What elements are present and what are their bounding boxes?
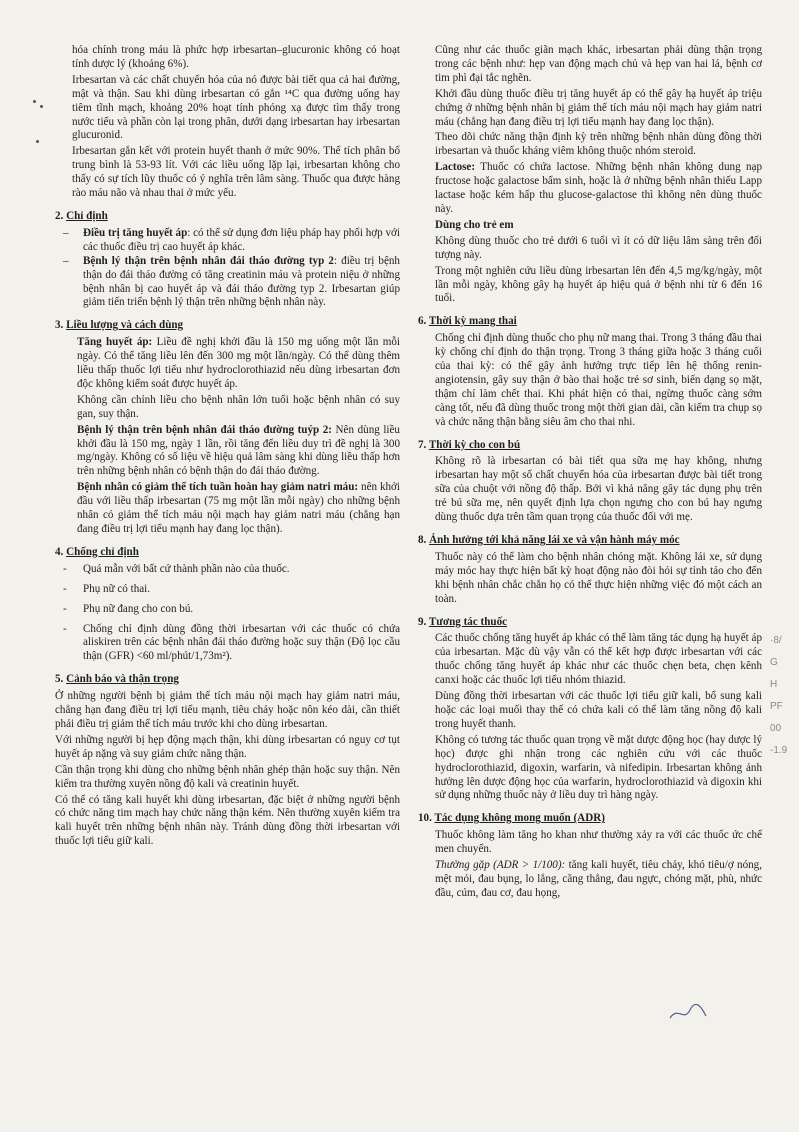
section-heading: 2. Chỉ định [55, 209, 108, 222]
handwritten-mark [668, 1004, 708, 1024]
scan-speck [36, 140, 39, 143]
adjacent-page-edge: ·8/ G H PF 00 -1.9 [770, 635, 788, 756]
paragraph: Không dùng thuốc cho trẻ dưới 6 tuổi vì ít có dữ liệu lâm sàng trên đối tượng này. [435, 234, 762, 261]
paragraph: Thường gặp (ADR > 1/100): tăng kali huyết, tiêu chảy, khó tiêu/ợ nóng, mệt mỏi, đau bụng, lo lắng, căng thẳng, đau ngực, chóng mặt, phù, nhức đầu, cúm, đau cơ, đau họng, [435, 859, 762, 899]
paragraph: Với những người bị hẹp động mạch thận, khi dùng irbesartan có nguy cơ tụt huyết áp nặng và suy giảm chức năng thận. [55, 733, 400, 760]
section-heading: 4. Chống chỉ định [55, 545, 139, 558]
paragraph: Thuốc này có thể làm cho bệnh nhân chóng mặt. Không lái xe, sử dụng máy móc hay thực hiện bất kỳ hoạt động nào đòi hỏi sự tỉnh táo cho đến khi bệnh nhân chắc chắn họ có thể thực hiện những việc đó một cách an toàn. [435, 550, 762, 605]
scan-speck [33, 100, 36, 103]
paragraph: Bệnh lý thận trên bệnh nhân đái tháo đường tuýp 2: Nên dùng liều khởi đầu là 150 mg, ngày 1 lần, rồi tăng đến liều duy trì đề nghị là 300 mg/ngày. Không có số liệu về hiệu quả lâm sàng khi dùng liều thấp hơn trên những bệnh nhân có bệnh thận do đái tháo đường. [77, 423, 400, 478]
paragraph: Theo dõi chức năng thận định kỳ trên những bệnh nhân dùng đồng thời irbesartan và thuốc kháng viêm không thuộc nhóm steroid. [435, 131, 762, 158]
section-heading: 6. Thời kỳ mang thai [418, 315, 517, 328]
section-heading: 8. Ảnh hưởng tới khả năng lái xe và vận hành máy móc [418, 534, 680, 546]
scan-speck [40, 105, 43, 108]
paragraph: Các thuốc chống tăng huyết áp khác có thể làm tăng tác dụng hạ huyết áp của irbesartan. Mặc dù vậy vẫn có thể kết hợp được irbesartan với các thuốc chống tăng huyết áp khác như các thuốc chẹn beta, chẹn kênh canxi hoặc các thuốc lợi tiểu nhóm thiazid. [435, 632, 762, 687]
right-column [418, 44, 762, 903]
paragraph: Không cần chỉnh liều cho bệnh nhân lớn tuổi hoặc bệnh nhân có suy gan, suy thận. [77, 393, 400, 420]
section-heading: 5. Cảnh báo và thận trọng [55, 673, 179, 686]
paragraph: Thuốc không làm tăng ho khan như thường xảy ra với các thuốc ức chế men chuyển. [435, 829, 762, 856]
paragraph: Tăng huyết áp: Liều đề nghị khởi đầu là 150 mg uống một lần mỗi ngày. Có thể tăng liều lên đến 300 mg một lần/ngày. Có thể dùng thêm liều thấp thuốc lợi tiểu như hydroclorothiazid nếu dùng irbesartan đơn độc không kiểm soát được huyết áp. [77, 336, 400, 390]
paragraph: Bệnh nhân có giảm thể tích tuần hoàn hay giảm natri máu: nên khởi đầu với liều thấp irbesartan (75 mg một lần mỗi ngày) cho những bệnh nhân có giảm thể tích máu nội mạch hay giảm natri máu (chẳng hạn đang điều trị lợi tiểu mạnh hay đang lọc thận). [77, 481, 401, 535]
left-column [55, 44, 400, 851]
paragraph: Trong một nghiên cứu liều dùng irbesartan lên đến 4,5 mg/kg/ngày, một lần mỗi ngày, không gây hạ huyết áp hiệu quả ở bệnh nhi từ 6 đến 16 tuổi. [435, 264, 762, 305]
section-heading: 10. Tác dụng không mong muốn (ADR) [418, 812, 605, 825]
list-item: - Quá mẫn với bất cứ thành phần nào của thuốc. [63, 562, 290, 575]
paragraph: Ở những người bệnh bị giảm thể tích máu nội mạch hay giảm natri máu, chẳng hạn đang điều trị lợi tiểu mạnh, tiêu chảy hoặc nôn kéo dài, cần thiết phải điều trị giảm thể tích máu trước khi cho dùng irbesartan. [55, 690, 400, 730]
paragraph: Irbesartan gắn kết với protein huyết thanh ở mức 90%. Thể tích phân bố trung bình là 53-93 lít. Với các liều uống lặp lại, irbesartan không cho thấy có sự tích lũy thuốc có ý nghĩa trên lâm sàng. Thuốc qua được hàng rào máu não và nhau thai ở mức yếu. [72, 145, 400, 200]
paragraph: Chống chỉ định dùng thuốc cho phụ nữ mang thai. Trong 3 tháng đầu thai kỳ chống chỉ định do thận trọng. Trong 3 tháng giữa hoặc 3 tháng cuối của thai kỳ: có thể gây ảnh hưởng trực tiếp lên hệ thống renin-angiotensin, gây suy thận ở bào thai hoặc trẻ sơ sinh, biến dạng sọ mặt, thậm chí làm chết thai. Khi phát hiện có thai, ngừng thuốc càng sớm càng tốt, nếu đã dùng thuốc trong một thời gian dài, cần kiểm tra chụp sọ và chức năng thận bằng siêu âm cho thai nhi. [435, 332, 762, 428]
list-item: - Phụ nữ có thai. [63, 582, 151, 595]
paragraph: Không rõ là irbesartan có bài tiết qua sữa mẹ hay không, nhưng irbesartan hay một số chất chuyển hóa của irbesartan được bài tiết trong sữa của chuột với nồng độ thấp. Bởi vì khả năng gây tác dụng phụ trên trẻ bú sữa mẹ, nên quyết định lựa chọn ngưng cho con bú hay ngưng dùng thuốc dựa trên tầm quan trọng của thuốc đối với mẹ. [435, 455, 762, 524]
list-item: – Bệnh lý thận trên bệnh nhân đái tháo đường typ 2: điều trị bệnh thận do đái tháo đường có tăng creatinin máu và protein niệu ở những bệnh nhân bị cao huyết áp và đái tháo đường typ 2. Irbesartan giúp giảm tiến triển bệnh lý thận trên những bệnh nhân này. [63, 254, 400, 309]
paragraph: Irbesartan và các chất chuyển hóa của nó được bài tiết qua cả hai đường, mật và thận. Sau khi dùng irbesartan có gắn ¹⁴C qua đường uống hay tiêm tĩnh mạch, khoảng 20% hoạt tính phóng xạ được tìm thấy trong nước tiểu và phần còn lại trong phân, dưới dạng irbesartan hay irbesartan glucuronid. [72, 73, 400, 142]
paragraph: Lactose: Thuốc có chứa lactose. Những bệnh nhân không dung nạp fructose hoặc galactose bẩm sinh, hoặc là ở những bệnh nhân thiếu Lapp lactase hoặc kém hấp thu glucose-galactose thì không nên dùng thuốc này. [435, 161, 762, 215]
section-heading: 7. Thời kỳ cho con bú [418, 438, 521, 451]
section-heading: 9. Tương tác thuốc [418, 615, 508, 628]
paragraph: Có thể có tăng kali huyết khi dùng irbesartan, đặc biệt ở những người bệnh có chức năng tim mạch hay chức năng thận kém. Nên thường xuyên kiểm tra kali huyết trên những bệnh nhân này. Tránh dùng đồng thời irbesartan với thuốc lợi tiểu giữ kali. [55, 793, 400, 848]
subheading: Dùng cho trẻ em [435, 218, 514, 231]
paragraph: Dùng đồng thời irbesartan với các thuốc lợi tiểu giữ kali, bổ sung kali hoặc các loại muối thay thế có chứa kali có thể làm tăng nồng độ kali trong huyết thanh. [435, 690, 762, 730]
paragraph: Cần thận trọng khi dùng cho những bệnh nhân ghép thận hoặc suy thận. Nên kiểm tra thường xuyên nồng độ kali và creatinin huyết. [55, 763, 400, 790]
paragraph: Không có tương tác thuốc quan trọng về mặt dược động học (hay dược lý học) được ghi nhận trong các nghiên cứu với các thuốc hydroclorothiazid, digoxin, warfarin, và nifedipin. Irbesartan không ảnh hưởng lên dược động học của warfarin, hydroclorothiazid và digoxin khi sử dụng những thuốc này ở liều duy trì hàng ngày. [435, 733, 762, 802]
paragraph: hóa chính trong máu là phức hợp irbesartan–glucuronic không có hoạt tính dược lý (khoảng 6%). [72, 44, 400, 70]
list-item: - Phụ nữ đang cho con bú. [63, 602, 194, 615]
section-heading: 3. Liều lượng và cách dùng [55, 319, 184, 332]
paragraph: Cũng như các thuốc giãn mạch khác, irbesartan phải dùng thận trọng trong các bệnh như: hẹp van động mạch chủ và hẹp van hai lá, bệnh cơ tim phì đại tắc nghẽn. [435, 44, 762, 84]
list-item: - Chống chỉ định dùng đồng thời irbesartan với các thuốc có chứa aliskiren trên các bệnh nhân đái tháo đường hoặc suy thận (Độ lọc cầu thận (GFR) <60 ml/phút/1,73m²). [63, 622, 400, 663]
list-item: – Điều trị tăng huyết áp: có thể sử dụng đơn liệu pháp hay phối hợp với các thuốc điều trị cao huyết áp khác. [63, 226, 400, 253]
paragraph: Khởi đầu dùng thuốc điều trị tăng huyết áp có thể gây hạ huyết áp triệu chứng ở những bệnh nhân bị giảm thể tích máu nội mạch hay giảm natri máu (chẳng hạn đang điều trị lợi tiểu mạnh hay đang lọc thận). [435, 87, 762, 128]
